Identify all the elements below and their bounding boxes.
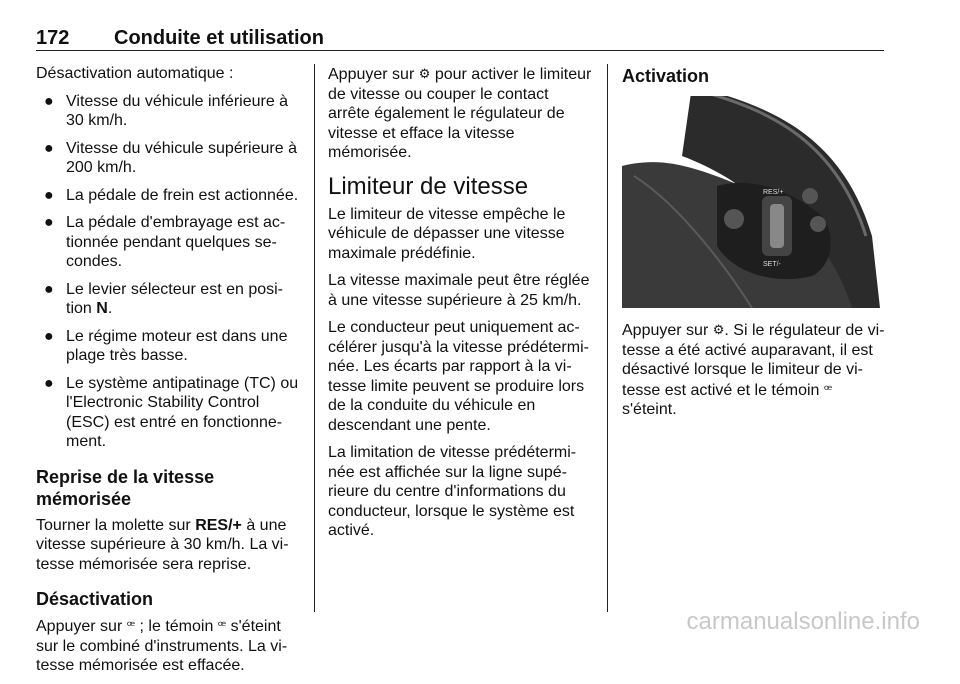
- deactivation-list: [36, 92, 300, 452]
- limiter-intro-paragraph: Appuyer sur ⚙ pour activer le limiteur de vitesse ou couper le contact arrête également le régulateur de vitesse et efface la vitesse mémorisée.: [328, 66, 592, 161]
- list-item: [36, 186, 300, 206]
- list-item: [36, 280, 300, 319]
- bullet-icon: ●: [44, 374, 54, 392]
- bullet-icon: ●: [44, 327, 54, 345]
- bullet-icon: ●: [44, 214, 54, 231]
- list-item-text: La pédale de frein est actionnée.: [66, 186, 299, 204]
- list-item: [36, 374, 300, 452]
- deactivation-heading: Désactivation: [36, 589, 154, 609]
- column-divider: [314, 64, 315, 612]
- watermark: carmanualsonline.info: [686, 608, 920, 635]
- bullet-icon: ●: [44, 280, 54, 298]
- deactivation-paragraph: Appuyer sur ꟹ ; le témoin ꟹ s'éteint sur le combiné d'instruments. La vitesse mémorisée est effacée.: [36, 618, 288, 674]
- list-item-text: Vitesse du véhicule inférieure à 30 km/h.: [66, 92, 289, 129]
- cruise-control-icon: ꟹ: [126, 618, 136, 633]
- bullet-icon: ●: [44, 92, 54, 110]
- list-item-text: Le régime moteur est dans une plage très basse.: [66, 327, 288, 364]
- paragraph: Le conducteur peut uniquement accélérer jusqu'à la vitesse prédéterminée. Les écarts par rapport à la vitesse limite peuvent se produire lors de la conduite du véhicule en descendant une pente.: [328, 319, 589, 434]
- steering-wheel-image: [622, 96, 880, 308]
- page-title: Conduite et utilisation: [114, 27, 324, 49]
- page-number: 172: [36, 27, 70, 49]
- activation-paragraph: Appuyer sur ⚙. Si le régulateur de vitesse a été activé auparavant, il est désactivé lorsque le limiteur de vitesse est activé et le témoin ꟹ s'éteint.: [622, 322, 885, 418]
- paragraph: La vitesse maximale peut être réglée à une vitesse supérieure à 25 km/h.: [328, 272, 590, 309]
- column-middle: [328, 64, 594, 549]
- gear-position-label: N: [96, 300, 108, 317]
- speed-limiter-heading: Limiteur de vitesse: [328, 172, 529, 200]
- list-item: [36, 327, 300, 366]
- resume-paragraph: Tourner la molette sur RES/+ à une vitesse supérieure à 30 km/h. La vitesse mémorisée sera reprise.: [36, 516, 289, 573]
- resume-heading: Reprise de la vitesse mémorisée: [36, 466, 215, 509]
- list-item-text: Le système antipatinage (TC) ou l'Electronic Stability Control (ESC) est entré en fonctionnement.: [66, 374, 299, 450]
- res-button-label: RES/+: [763, 189, 784, 196]
- speed-limiter-icon: ⚙: [418, 66, 431, 81]
- list-item-text: La pédale d'embrayage est actionnée pendant quelques secondes.: [66, 214, 286, 270]
- column-right: [622, 64, 886, 428]
- paragraph: La limitation de vitesse prédéterminée est affichée sur la ligne supérieure du centre d'informations du conducteur, lorsque le système est activé.: [328, 444, 577, 539]
- speed-limiter-icon: ⚙: [712, 322, 725, 337]
- list-item: [36, 213, 300, 272]
- page-header: [36, 26, 884, 51]
- column-divider: [607, 64, 608, 612]
- bullet-icon: ●: [44, 186, 54, 204]
- activation-heading: Activation: [622, 66, 710, 86]
- list-item-text: Le levier sélecteur est en position: [66, 280, 283, 317]
- auto-deactivation-intro: Désactivation automatique :: [36, 65, 234, 82]
- list-item-text: .: [107, 300, 113, 317]
- cruise-control-icon: ꟹ: [217, 618, 227, 633]
- paragraph: Le limiteur de vitesse empêche le véhicule de dépasser une vitesse maximale prédéfinie.: [328, 205, 566, 262]
- res-label: RES/+: [195, 516, 242, 534]
- list-item-text: Vitesse du véhicule supérieure à 200 km/h.: [66, 139, 297, 176]
- list-item: [36, 92, 300, 131]
- list-item: [36, 139, 300, 178]
- column-left: [36, 64, 300, 684]
- cruise-control-icon: ꟹ: [823, 381, 833, 397]
- set-button-label: SET/-: [763, 261, 781, 268]
- bullet-icon: ●: [44, 139, 54, 157]
